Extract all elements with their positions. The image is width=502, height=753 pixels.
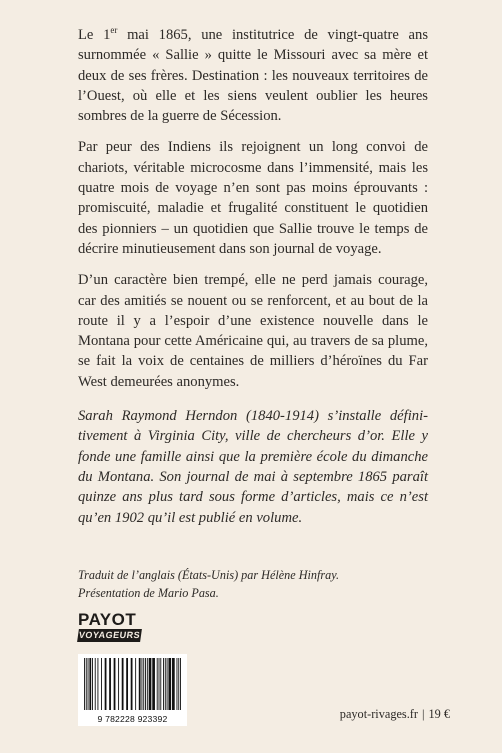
barcode-bar: [167, 658, 168, 710]
paragraph-1-rest: mai 1865, une institutrice de vingt-quatre ans surnommée « Sallie » quitte le Missouri avec sa mère et deux de ses frères. Destination : les nouveaux territoires de l’Ouest, où elle et les siens veulent oublier les heures sombres de la guerre de Sécession.: [78, 27, 429, 125]
isbn-number: 9 782228 923392: [97, 714, 168, 724]
author-bio: Sarah Raymond Herndon (1840-1914) s’installe définitivement à Virginia City, ville de chercheurs d’or. Elle y fonde une famille ainsi que la première école du dimanche du Montana. Son journal de mai à septembre 1865 paraît quinze ans plus tard sous forme d’articles, mais ce n’est qu’en 1902 qu’il est publié en volume.: [78, 408, 428, 526]
website-label: payot-rivages.fr: [339, 707, 418, 721]
barcode-bar: [114, 658, 116, 710]
barcode-bar: [145, 658, 146, 710]
barcode-bar: [101, 658, 102, 710]
ordinal-superscript: er: [110, 25, 118, 36]
barcode-bar: [122, 658, 124, 710]
paragraph-3: D’un caractère bien trempé, elle ne perd jamais courage, car des amitiés se nouent ou se renforcent, et au bout de la route il y a l’espoir d’une existence nouvelle dans le Montana pour cette Américaine qui, au travers de sa plume, se fait la voix de centaines de milliers d’héroïnes du Far West demeurées anonymes.: [78, 272, 428, 390]
blurb: [78, 25, 428, 539]
paragraph-2: Par peur des Indiens ils rejoignent un long convoi de chariots, véritable microcosme dans l’immensité, mais les quatre mois de voyage n’en sont pas moins éprouvants : promiscuité, maladie et frugalité constituent le quotidien des pionniers – un quotidien que Sallie trouve le temps de décrire minutieusement dans son journal de voyage.: [78, 139, 428, 257]
logo-payot: PAYOT: [78, 610, 137, 629]
barcode-bar: [160, 658, 161, 710]
barcode-bar: [180, 658, 181, 710]
barcode-bar: [86, 658, 87, 710]
barcode-bar: [168, 658, 171, 710]
barcode-bar: [131, 658, 133, 710]
paragraph-1: [78, 25, 428, 126]
barcode-bar: [178, 658, 179, 710]
barcode-bar: [126, 658, 128, 710]
barcode-bar: [92, 658, 93, 710]
barcode-bar: [95, 658, 96, 710]
credits: [78, 566, 438, 602]
footer-info: [300, 707, 450, 722]
barcode: [78, 654, 187, 726]
barcode-bar: [97, 658, 98, 710]
footer-separator: |: [422, 707, 425, 721]
barcode-bar: [147, 658, 148, 710]
barcode-bar: [165, 658, 166, 710]
presentation-credit: Présentation de Mario Pasa.: [78, 586, 219, 600]
barcode-bar: [135, 658, 136, 710]
barcode-bar: [177, 658, 178, 710]
barcode-bar: [149, 658, 152, 710]
barcode-bar: [172, 658, 175, 710]
barcode-bar: [109, 658, 111, 710]
barcode-bar: [105, 658, 107, 710]
barcode-bar: [89, 658, 91, 710]
barcode-bar: [157, 658, 158, 710]
paragraph-1-start: Le 1: [78, 27, 111, 43]
logo-voyageurs: VOYAGEURS: [78, 630, 141, 640]
payot-voyageurs-logo: [78, 612, 141, 648]
price-label: 19 €: [428, 707, 450, 721]
translation-credit: Traduit de l’anglais (États-Unis) par Hélène Hinfray.: [78, 568, 340, 582]
barcode-bar: [84, 658, 85, 710]
barcode-bar: [143, 658, 144, 710]
barcode-bar: [159, 658, 160, 710]
barcode-bar: [152, 658, 155, 710]
barcode-bar: [88, 658, 89, 710]
barcode-bar: [139, 658, 141, 710]
barcode-bar: [118, 658, 119, 710]
barcode-bars: [78, 654, 187, 714]
barcode-bar: [163, 658, 164, 710]
barcode-bar: [141, 658, 142, 710]
